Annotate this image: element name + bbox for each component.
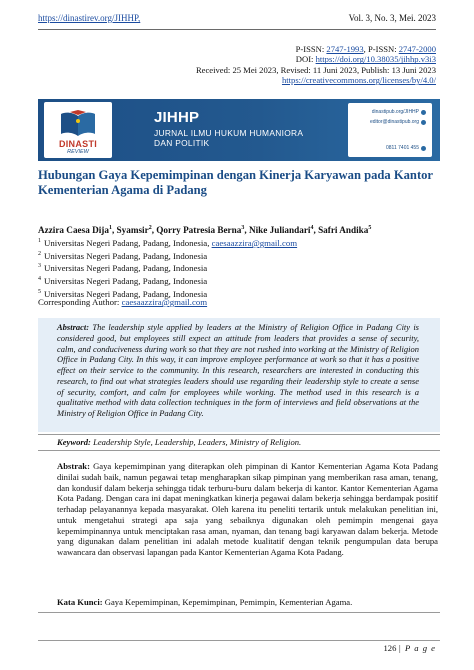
affiliation-list — [38, 236, 297, 299]
author-name: Syamsir — [116, 225, 149, 236]
globe-icon — [421, 110, 426, 115]
book-logo-icon — [60, 110, 96, 138]
contact-phone: 0811 7401 455 — [386, 145, 426, 151]
english-keywords: Keyword: Leadership Style, Leadership, Leaders, Ministry of Religion. — [57, 437, 302, 447]
eissn-link[interactable]: 2747-2000 — [398, 44, 436, 54]
header-rule — [38, 29, 436, 30]
page-label: | P a g e — [398, 643, 436, 653]
dinasti-logo — [44, 102, 112, 158]
license-link[interactable]: https://creativecommons.org/licenses/by/4.0/ — [281, 75, 436, 86]
mail-icon — [421, 120, 426, 125]
english-abstract-box — [38, 318, 440, 432]
corresponding-author: Corresponding Author: caesaazzira@gmail.com — [38, 297, 208, 307]
affiliation-item: $^1$ Universitas Negeri Padang, Padang, Indonesia, caesaazzira@gmail.com — [38, 237, 298, 248]
journal-full-name: JURNAL ILMU HUKUM HUMANIORA DAN POLITIK — [154, 128, 304, 148]
english-abstract: Abstract: The leadership style applied by leaders at the Ministry of Religion Office in Padang City is considered good, but employees still expect an attitude from leaders that provides a sense of security, calm, and conduciveness during work so that they are not rushed into working at the Ministry of Religion Office in Padang City. In this way, it can improve employee performance at work so that it has a positive effect on their service to the community. In this research, researchers are interested in conducting this research, to find out what strategies leaders should use regarding their leadership style to create a sense of security, comfort, and calm for employees while working. The method used in this research is a qualitative method with data collection techniques in the form of interviews and field observations at the Ministry of Religion Office in Padang City. — [57, 322, 419, 418]
contact-mail: editor@dinastipub.org — [370, 119, 426, 125]
affiliation-item: $^5$ Universitas Negeri Padang, Padang, Indonesia — [38, 288, 208, 299]
phone-icon — [421, 146, 426, 151]
page-number: 126 — [383, 643, 397, 653]
publication-meta — [196, 44, 436, 86]
corresponding-email-link[interactable]: caesaazzira@gmail.com — [121, 297, 208, 307]
running-header — [38, 13, 436, 27]
author-name: Qorry Patresia Berna — [156, 225, 242, 236]
volume-info: Vol. 3, No. 3, Mei. 2023 — [348, 13, 436, 23]
journal-abbreviation: JIHHP — [154, 109, 200, 126]
contact-web: dinastipub.org/JIHHP — [372, 109, 426, 115]
doi-link[interactable]: https://doi.org/10.38035/jihhp.v3i3 — [315, 54, 436, 65]
doi-line: DOI: https://doi.org/10.38035/jihhp.v3i3 — [295, 54, 436, 65]
keyword-divider — [38, 612, 440, 613]
logo-wordmark: DINASTI — [58, 139, 98, 149]
author-list: Azzira Caesa Dija$^1$, Syamsir$^2$, Qorry Patresia Berna$^3$, Nike Juliandari$^4$, Safri Andika$^5$ — [38, 225, 372, 236]
journal-url-link[interactable]: https://dinastirev.org/JIHHP, — [38, 13, 141, 23]
page-footer — [383, 643, 436, 653]
footer-rule — [38, 640, 440, 641]
author-name: Safri Andika — [318, 225, 369, 236]
indonesian-abstract: Abstrak: Gaya kepemimpinan yang diterapkan oleh pimpinan di Kantor Kementerian Agama Kota Padang dinilai sudah baik, namun pegawai tetap mengharapkan sikap pimpinan yang memberikan rasa aman, tenang, dan kondusif dalam bekerja sehingga tidak terburu-buru dalam bekerja di kantor. Kantor Kementerian Agama Kota Padang. Dengan cara ini dapat meningkatkan kinerja pegawai dalam bekerja sehingga berdampak positif terhadap pelayanannya kepada masyarakat. Oleh karena itu peneliti tertarik untuk melakukan penelitian ini, untuk mengetahui strategi apa saja yang sebaiknya digunakan oleh pemimpin mengenai gaya kepemimpinannya untuk menciptakan rasa aman, nyaman, dan tenang bagi karyawan dalam bekerja. Metode yang digunakan dalam penelitian ini adalah metode kualitatif dengan teknik pengumpulan data berupa wawancara dan observasi lapangan pada Kantor Kementerian Agama Kota Padang. — [57, 461, 439, 557]
keyword-divider-bottom — [38, 450, 440, 451]
affiliation-item: $^3$ Universitas Negeri Padang, Padang, Indonesia — [38, 263, 208, 274]
journal-banner — [38, 99, 440, 161]
indonesian-keywords: Kata Kunci: Gaya Kepemimpinan, Kepemimpinan, Pemimpin, Kementerian Agama. — [57, 597, 353, 607]
journal-cover-thumbnail — [348, 103, 432, 157]
license-line — [196, 75, 436, 85]
author-name: Azzira Caesa Dija — [38, 225, 109, 236]
keyword-divider-top — [38, 434, 440, 435]
dates-line: Received: 25 Mei 2023, Revised: 11 Juni 2023, Publish: 13 Juni 2023 — [195, 64, 436, 75]
author-email-link[interactable]: caesaazzira@gmail.com — [211, 237, 298, 248]
issn-line: P-ISSN: 2747-1993, P-ISSN: 2747-2000 — [295, 44, 436, 54]
pissn-link[interactable]: 2747-1993 — [326, 44, 364, 54]
article-title: Hubungan Gaya Kepemimpinan dengan Kinerja Karyawan pada Kantor Kementerian Agama di Padang — [38, 168, 433, 197]
logo-subtitle: REVIEW — [67, 149, 89, 155]
affiliation-item: $^2$ Universitas Negeri Padang, Padang, Indonesia — [38, 250, 208, 261]
affiliation-item: $^4$ Universitas Negeri Padang, Padang, Indonesia — [38, 275, 208, 286]
author-name: Nike Juliandari — [248, 225, 311, 236]
